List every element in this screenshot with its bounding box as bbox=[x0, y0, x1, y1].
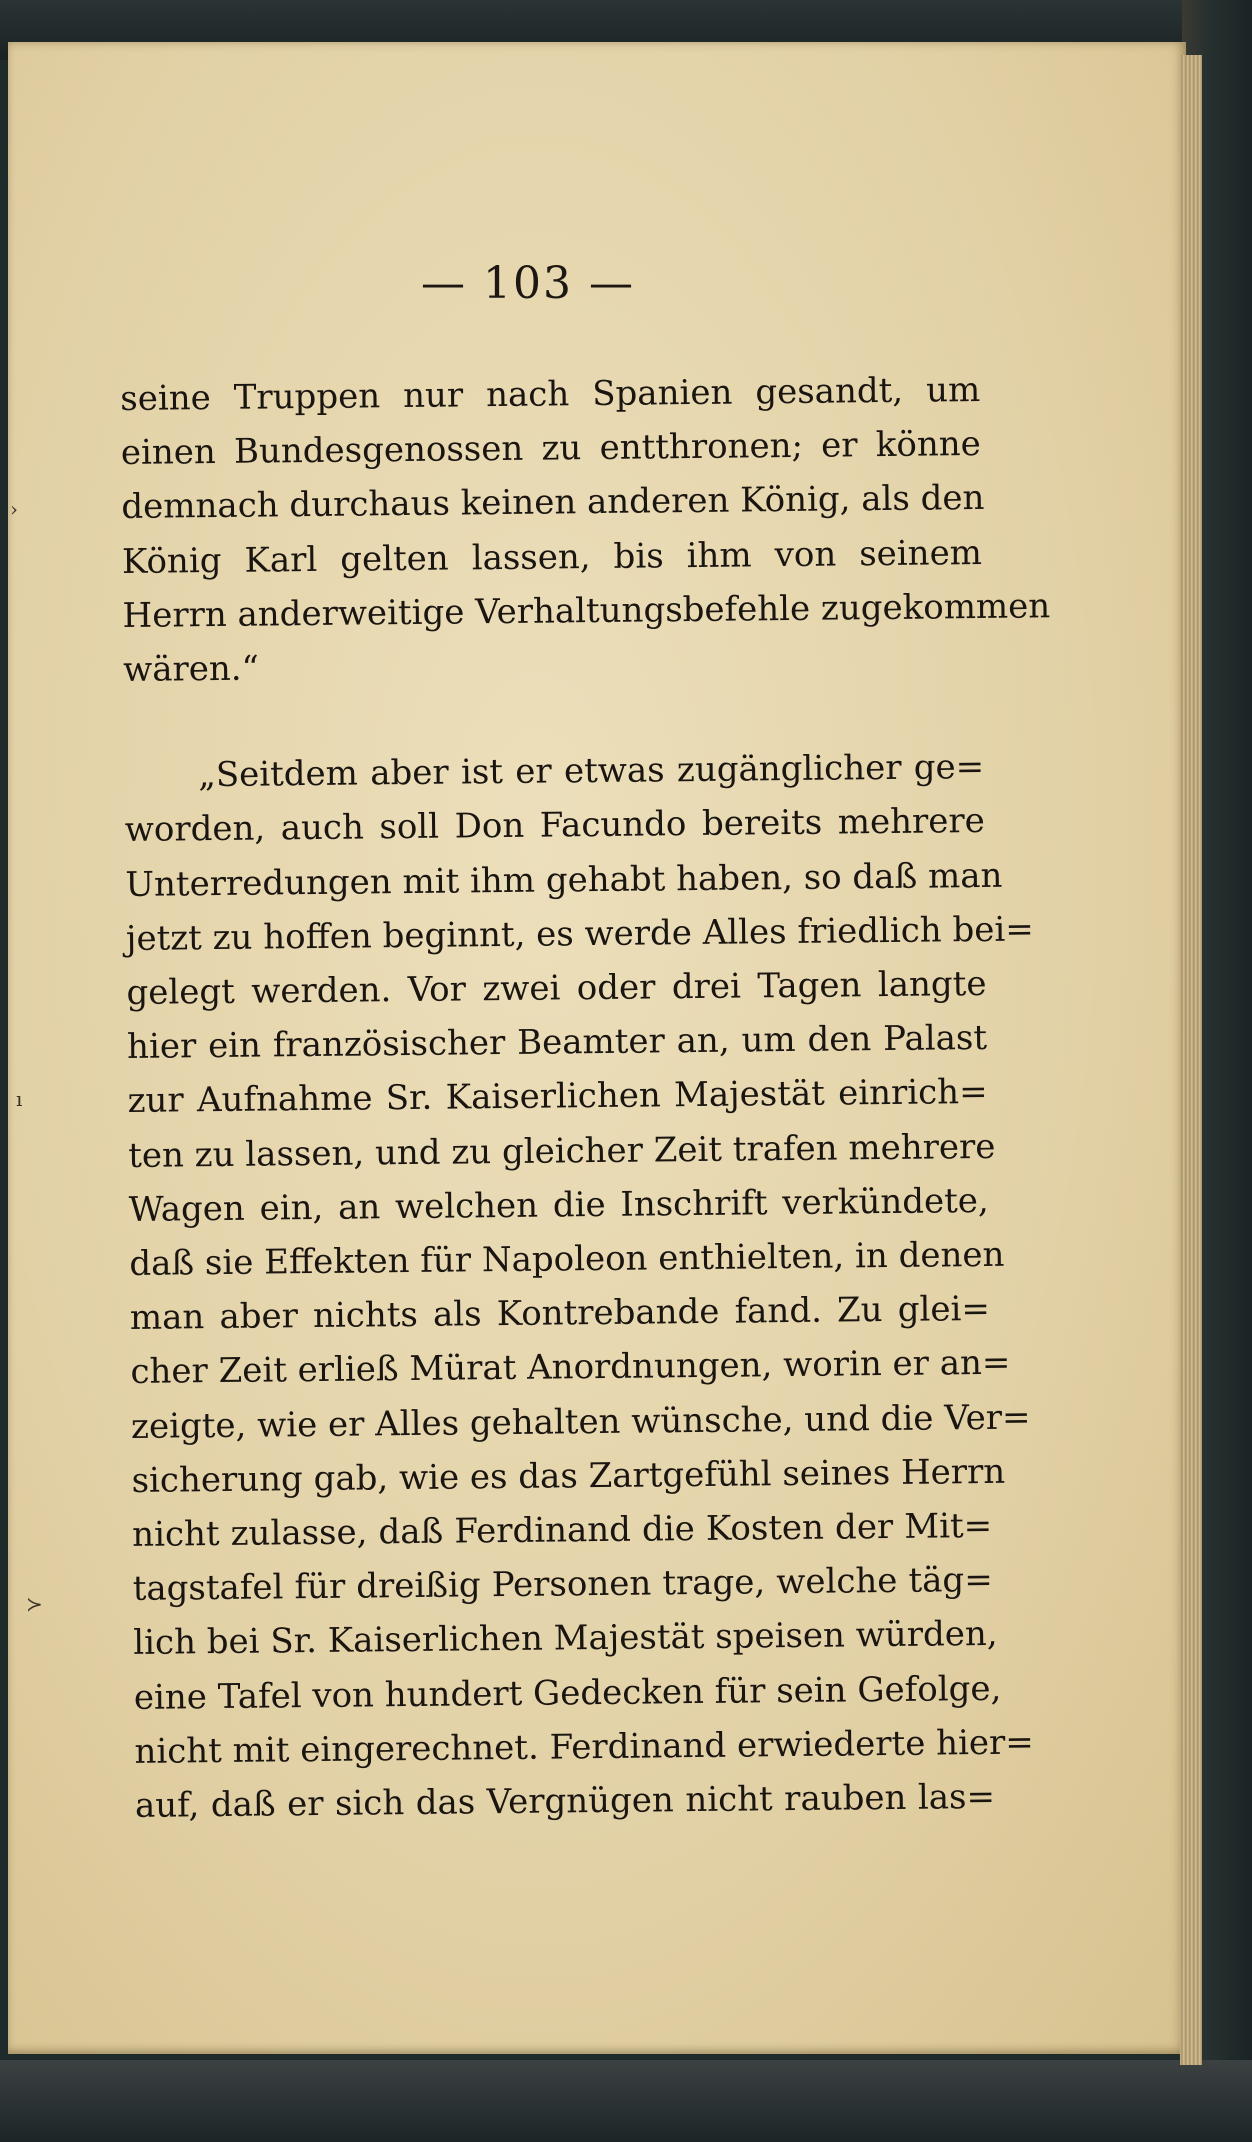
text-line: Herrn anderweitige Verhaltungsbefehle zugekommen bbox=[122, 586, 1051, 636]
text-line: gelegt werden. Vor zwei oder drei Tagen langte bbox=[126, 963, 987, 1013]
margin-mark: ı bbox=[16, 1087, 23, 1111]
text-line: lich bei Sr. Kaiserlichen Majestät speisen würden, bbox=[133, 1614, 998, 1664]
text-line: nicht mit eingerechnet. Ferdinand erwiederte hier= bbox=[134, 1722, 1034, 1772]
text-line: man aber nichts als Kontrebande fand. Zu glei= bbox=[129, 1289, 991, 1339]
text-line: Unterredungen mit ihm gehabt haben, so daß man bbox=[125, 855, 1003, 905]
text-line: demnach durchaus keinen anderen König, als den bbox=[121, 478, 985, 528]
text-line: zeigte, wie er Alles gehalten wünsche, und die Ver= bbox=[130, 1397, 1031, 1447]
text-line: hier ein französischer Beamter an, um den Palast bbox=[126, 1018, 988, 1068]
body-text bbox=[120, 363, 1051, 1833]
text-line: tagstafel für dreißig Personen trage, welche täg= bbox=[132, 1560, 993, 1610]
paragraph-2 bbox=[124, 740, 1034, 1833]
text-line: nicht zulasse, daß Ferdinand die Kosten der Mit= bbox=[131, 1505, 993, 1555]
text-line: wären.“ bbox=[122, 648, 260, 690]
text-line: einen Bundesgenossen zu entthronen; er könne bbox=[120, 424, 982, 474]
paragraph-1 bbox=[120, 363, 1051, 697]
text-line: cher Zeit erließ Mürat Anordnungen, worin er an= bbox=[130, 1343, 1011, 1393]
text-line: ten zu lassen, und zu gleicher Zeit trafen mehrere bbox=[127, 1126, 996, 1176]
text-line: seine Truppen nur nach Spanien gesandt, um bbox=[120, 369, 981, 419]
page-number: — 103 — bbox=[421, 258, 635, 309]
text-line: eine Tafel von hundert Gedecken für sein Gefolge, bbox=[133, 1668, 1002, 1718]
margin-mark: ≻ bbox=[26, 1592, 43, 1616]
text-line: König Karl gelten lassen, bis ihm von seinem bbox=[121, 532, 983, 582]
book-cover-bottom bbox=[0, 2060, 1252, 2142]
page-edges bbox=[1180, 55, 1202, 2065]
paragraph-gap bbox=[123, 688, 983, 749]
text-line: daß sie Effekten für Napoleon enthielten, in denen bbox=[129, 1234, 1005, 1284]
text-line: sicherung gab, wie es das Zartgefühl seines Herrn bbox=[131, 1451, 1006, 1501]
text-line: zur Aufnahme Sr. Kaiserlichen Majestät einrich= bbox=[127, 1072, 988, 1122]
text-line: auf, daß er sich das Vergnügen nicht rauben las= bbox=[134, 1776, 996, 1826]
text-line: Wagen ein, an welchen die Inschrift verkündete, bbox=[128, 1180, 989, 1230]
text-line: „Seitdem aber ist er etwas zugänglicher ge= bbox=[198, 747, 985, 796]
text-line: jetzt zu hoffen beginnt, es werde Alles friedlich bei= bbox=[125, 909, 1034, 959]
margin-mark: › bbox=[10, 497, 18, 521]
text-line: worden, auch soll Don Facundo bereits mehrere bbox=[124, 801, 985, 851]
book-page bbox=[8, 42, 1186, 2054]
